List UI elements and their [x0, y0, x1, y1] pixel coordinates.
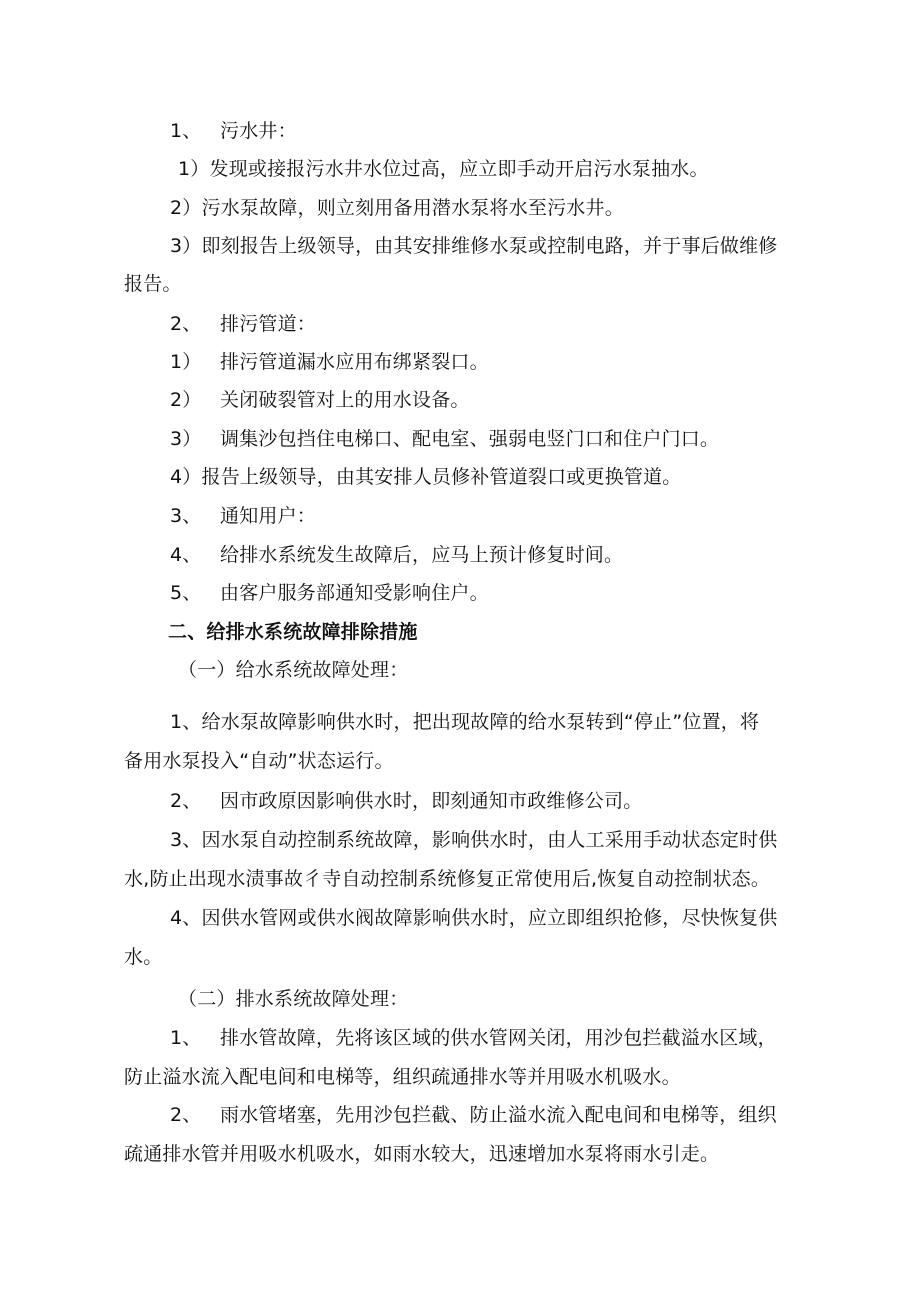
text-line: [124, 944, 162, 970]
line-text: 由客户服务部通知受影响住户。: [220, 582, 489, 604]
item-number: 5、: [170, 582, 202, 604]
line-text: 关闭破裂管对上的用水设备。: [220, 389, 470, 411]
line-text: 排污管道：: [220, 313, 317, 335]
line-text: 给排水系统发生故障后，应马上预计修复时间。: [220, 544, 624, 566]
text-line: [124, 748, 394, 774]
item-number: 2、: [170, 790, 202, 812]
text-line: [170, 580, 489, 606]
line-text: 水,防止出现水渍事故彳寺自动控制系统修复正常使用后,恢复自动控制状态。: [124, 868, 771, 890]
text-line: [170, 311, 316, 337]
line-text: 即刻报告上级领导，由其安排维修水泵或控制电路，并于事后做维修: [201, 235, 778, 257]
text-line: [124, 271, 182, 297]
text-line: [124, 1064, 681, 1090]
item-number: 2）: [170, 389, 202, 411]
line-text: 报告。: [124, 273, 182, 295]
item-number: 3）: [170, 235, 202, 257]
line-text: 二、给排水系统故障排除措施: [168, 621, 418, 643]
text-line: [170, 905, 778, 931]
item-number: 1）: [170, 351, 202, 373]
subsection-heading: [178, 657, 408, 683]
text-line: [124, 1141, 719, 1167]
item-number: 2）: [170, 197, 202, 219]
item-number: 3、: [170, 505, 202, 527]
text-line: [170, 503, 316, 529]
text-line: [178, 156, 709, 182]
subsection-heading: [178, 986, 408, 1012]
line-text: 报告上级领导，由其安排人员修补管道裂口或更换管道。: [201, 466, 682, 488]
section-heading: [168, 619, 418, 645]
line-text: 1、给水泵故障影响供水时，把出现故障的给水泵转到“停止”位置，将: [170, 711, 760, 733]
text-line: [170, 709, 759, 735]
text-line: [124, 866, 770, 892]
line-text: 4、因供水管网或供水阀故障影响供水时，应立即组织抢修，尽快恢复供: [170, 907, 778, 929]
text-line: [170, 788, 642, 814]
line-text: 污水井：: [220, 120, 297, 142]
item-number: 1）: [178, 158, 210, 180]
line-text: 3、因水泵自动控制系统故障，影响供水时，由人工采用手动状态定时供: [170, 829, 778, 851]
line-text: 防止溢水流入配电间和电梯等，组织疏通排水等并用吸水机吸水。: [124, 1066, 681, 1088]
text-line: [170, 195, 624, 221]
item-number: 4）: [170, 466, 202, 488]
item-number: 1、: [170, 120, 202, 142]
line-text: 污水泵故障，则立刻用备用潜水泵将水至污水井。: [201, 197, 624, 219]
text-line: [170, 349, 489, 375]
text-line: [170, 542, 623, 568]
text-line: [170, 118, 297, 144]
item-number: 4、: [170, 544, 202, 566]
line-text: 通知用户：: [220, 505, 317, 527]
text-line: [170, 464, 682, 490]
line-text: 调集沙包挡住电梯口、配电室、强弱电竖门口和住户门口。: [220, 428, 720, 450]
text-line: [170, 1102, 777, 1128]
line-text: 疏通排水管并用吸水机吸水，如雨水较大，迅速增加水泵将雨水引走。: [124, 1143, 720, 1165]
text-line: [170, 387, 470, 413]
line-text: 发现或接报污水井水位过高，应立即手动开启污水泵抽水。: [209, 158, 709, 180]
item-number: 2、: [170, 1104, 202, 1126]
item-number: 1、: [170, 1027, 202, 1049]
line-text: 排水管故障，先将该区域的供水管网关闭，用沙包拦截溢水区域，: [220, 1027, 777, 1049]
line-text: 因市政原因影响供水时，即刻通知市政维修公司。: [220, 790, 643, 812]
line-text: 排污管道漏水应用布绑紧裂口。: [220, 351, 489, 373]
line-text: 备用水泵投入“自动”状态运行。: [124, 750, 394, 772]
item-number: 2、: [170, 313, 202, 335]
item-number: 3）: [170, 428, 202, 450]
line-text: 水。: [124, 946, 163, 968]
text-line: [170, 1025, 777, 1051]
text-line: [170, 233, 778, 259]
text-line: [170, 827, 778, 853]
line-text: （二）排水系统故障处理：: [178, 988, 409, 1010]
line-text: （一）给水系统故障处理：: [178, 659, 409, 681]
text-line: [170, 426, 719, 452]
line-text: 雨水管堵塞，先用沙包拦截、防止溢水流入配电间和电梯等，组织: [220, 1104, 777, 1126]
